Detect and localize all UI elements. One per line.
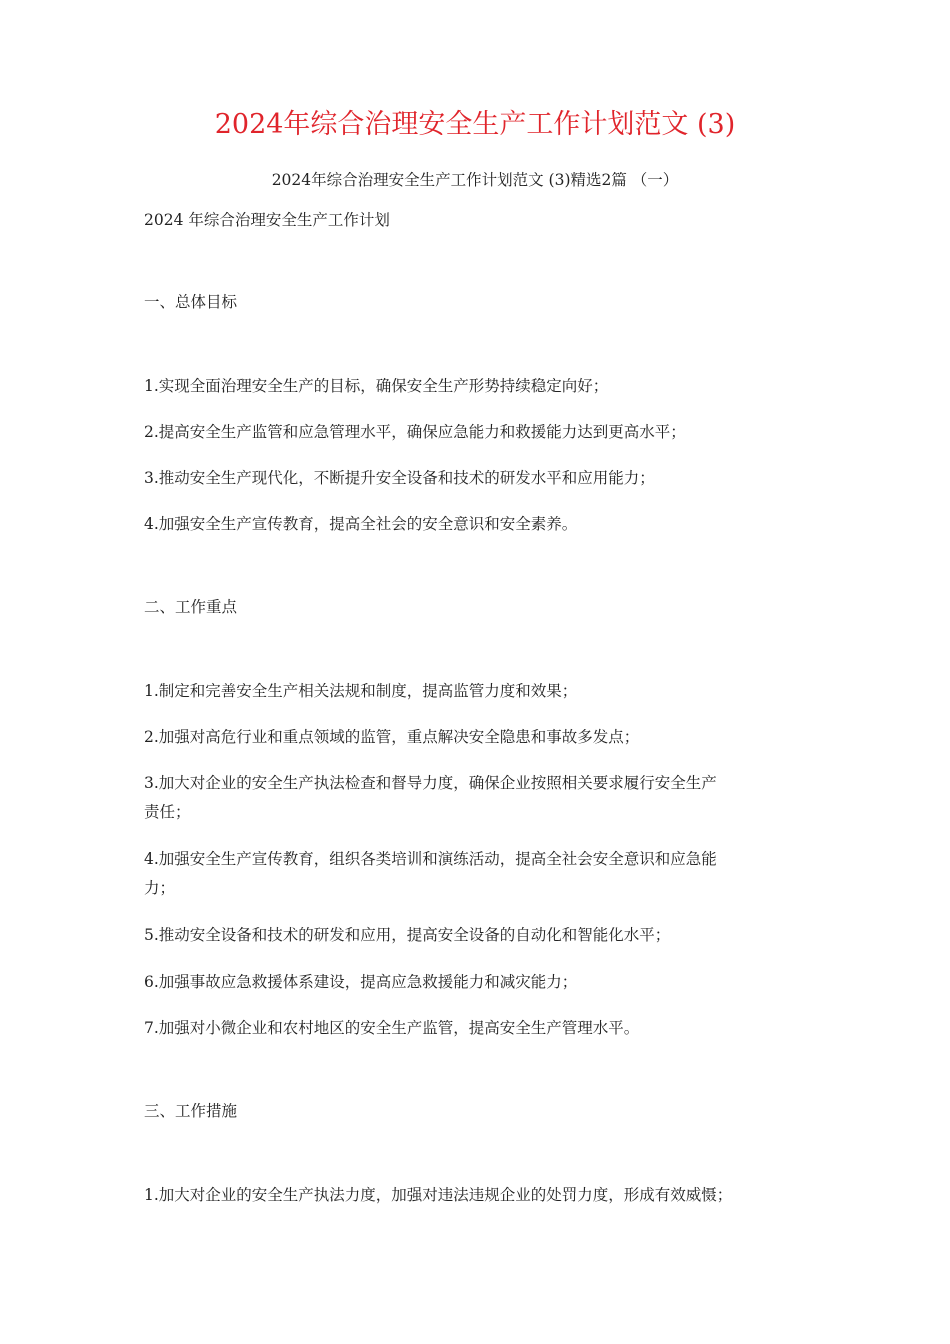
document-heading: 2024 年综合治理安全生产工作计划: [144, 211, 390, 229]
paragraph: 7.加强对小微企业和农村地区的安全生产监管，提高安全生产管理水平。: [144, 1019, 640, 1037]
paragraph: 1.制定和完善安全生产相关法规和制度，提高监管力度和效果；: [144, 682, 578, 700]
section-heading-focus: 二、工作重点: [144, 598, 238, 616]
paragraph: 4.加强安全生产宣传教育，组织各类培训和演练活动，提高全社会安全意识和应急能: [144, 850, 717, 868]
document-title: 2024年综合治理安全生产工作计划范文 (3): [214, 109, 736, 140]
section-heading-measures: 三、工作措施: [144, 1102, 238, 1120]
paragraph: 1.加大对企业的安全生产执法力度，加强对违法违规企业的处罚力度，形成有效威慑；: [144, 1186, 733, 1204]
paragraph: 3.加大对企业的安全生产执法检查和督导力度，确保企业按照相关要求履行安全生产: [144, 774, 717, 792]
paragraph: 6.加强事故应急救援体系建设，提高应急救援能力和减灾能力；: [144, 973, 578, 991]
section-heading-goals: 一、总体目标: [144, 293, 238, 311]
paragraph-continuation: 责任；: [144, 803, 191, 821]
paragraph: 3.推动安全生产现代化，不断提升安全设备和技术的研发水平和应用能力；: [144, 469, 655, 487]
paragraph: 2.加强对高危行业和重点领域的监管，重点解决安全隐患和事故多发点；: [144, 728, 640, 746]
paragraph-continuation: 力；: [144, 879, 176, 897]
document-subtitle: 2024年综合治理安全生产工作计划范文 (3)精选2篇 （一）: [271, 171, 679, 189]
paragraph: 5.推动安全设备和技术的研发和应用，提高安全设备的自动化和智能化水平；: [144, 926, 671, 944]
paragraph: 1.实现全面治理安全生产的目标，确保安全生产形势持续稳定向好；: [144, 377, 609, 395]
paragraph: 2.提高安全生产监管和应急管理水平，确保应急能力和救援能力达到更高水平；: [144, 423, 686, 441]
paragraph: 4.加强安全生产宣传教育，提高全社会的安全意识和安全素养。: [144, 515, 578, 533]
